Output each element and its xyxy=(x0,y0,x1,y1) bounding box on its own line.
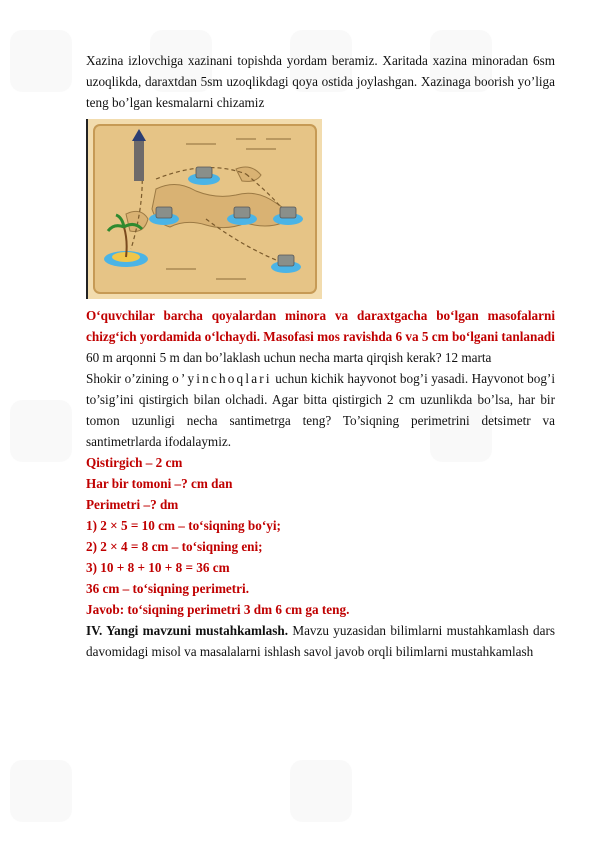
treasure-map-image xyxy=(86,119,322,299)
document-body xyxy=(86,50,555,662)
solution-line: Perimetri –? dm xyxy=(86,497,179,512)
solution-line: Har bir tomoni –? cm dan xyxy=(86,476,233,491)
intro-paragraph: Xazina izlovchiga xazinani topishda yordam beramiz. Xaritada xazina minoradan 6sm uzoqlikda, daraxtdan 5sm uzoqlikdagi qoya ostida joylashgan. Xazinaga boorish yo’liga teng bo’lgan kesmalarni chizamiz xyxy=(86,53,555,110)
section-4-text: Mavzu yuzasidan bilimlarni mustahkamlash dars davomidagi misol va masalalarni ishlash savol javob orqli bilimlarni mustahkamlash xyxy=(86,623,555,659)
question-1: 60 m arqonni 5 m dan bo’laklash uchun necha marta qirqish kerak? 12 marta xyxy=(86,350,492,365)
problem-spaced-word: o’yinchoqlari xyxy=(172,371,272,386)
watermark-tile xyxy=(10,30,72,92)
watermark-tile xyxy=(10,760,72,822)
watermark-tile xyxy=(290,760,352,822)
solution-line: Javob: to‘siqning perimetri 3 dm 6 cm ga teng. xyxy=(86,602,350,617)
solution-line: 36 cm – to‘siqning perimetri. xyxy=(86,581,249,596)
watermark-tile xyxy=(10,400,72,462)
section-4-title: IV. Yangi mavzuni mustahkamlash. xyxy=(86,623,289,638)
problem-after: uchun kichik hayvonot bog’i yasadi. Hayvonot bog’i to’sig’ini qistirgich bilan olchadi. Agar bitta qistirgich 2 cm uzunlikda bo’lsa, har bir tomon uzunligi necha santimetrga teng? To’siqning perimetrini detsimetr va santimetrlarda ifodalaymiz. xyxy=(86,371,555,449)
solution-line: 1) 2 × 5 = 10 cm – to‘siqning bo‘yi; xyxy=(86,518,281,533)
red-heading: O‘quvchilar barcha qoyalardan minora va daraxtgacha bo‘lgan masofalarni chizg‘ich yordamida o‘lchaydi. Masofasi mos ravishda 6 va 5 cm bo‘lgani tanlanadi xyxy=(86,308,555,344)
problem-paragraph xyxy=(86,368,555,452)
treasure-map-illustration xyxy=(86,119,322,299)
solution-line: 3) 10 + 8 + 10 + 8 = 36 cm xyxy=(86,560,230,575)
section-4-paragraph xyxy=(86,620,555,662)
solution-line: 2) 2 × 4 = 8 cm – to‘siqning eni; xyxy=(86,539,263,554)
solution-line: Qistirgich – 2 cm xyxy=(86,455,183,470)
problem-before: Shokir o’zining xyxy=(86,371,173,386)
